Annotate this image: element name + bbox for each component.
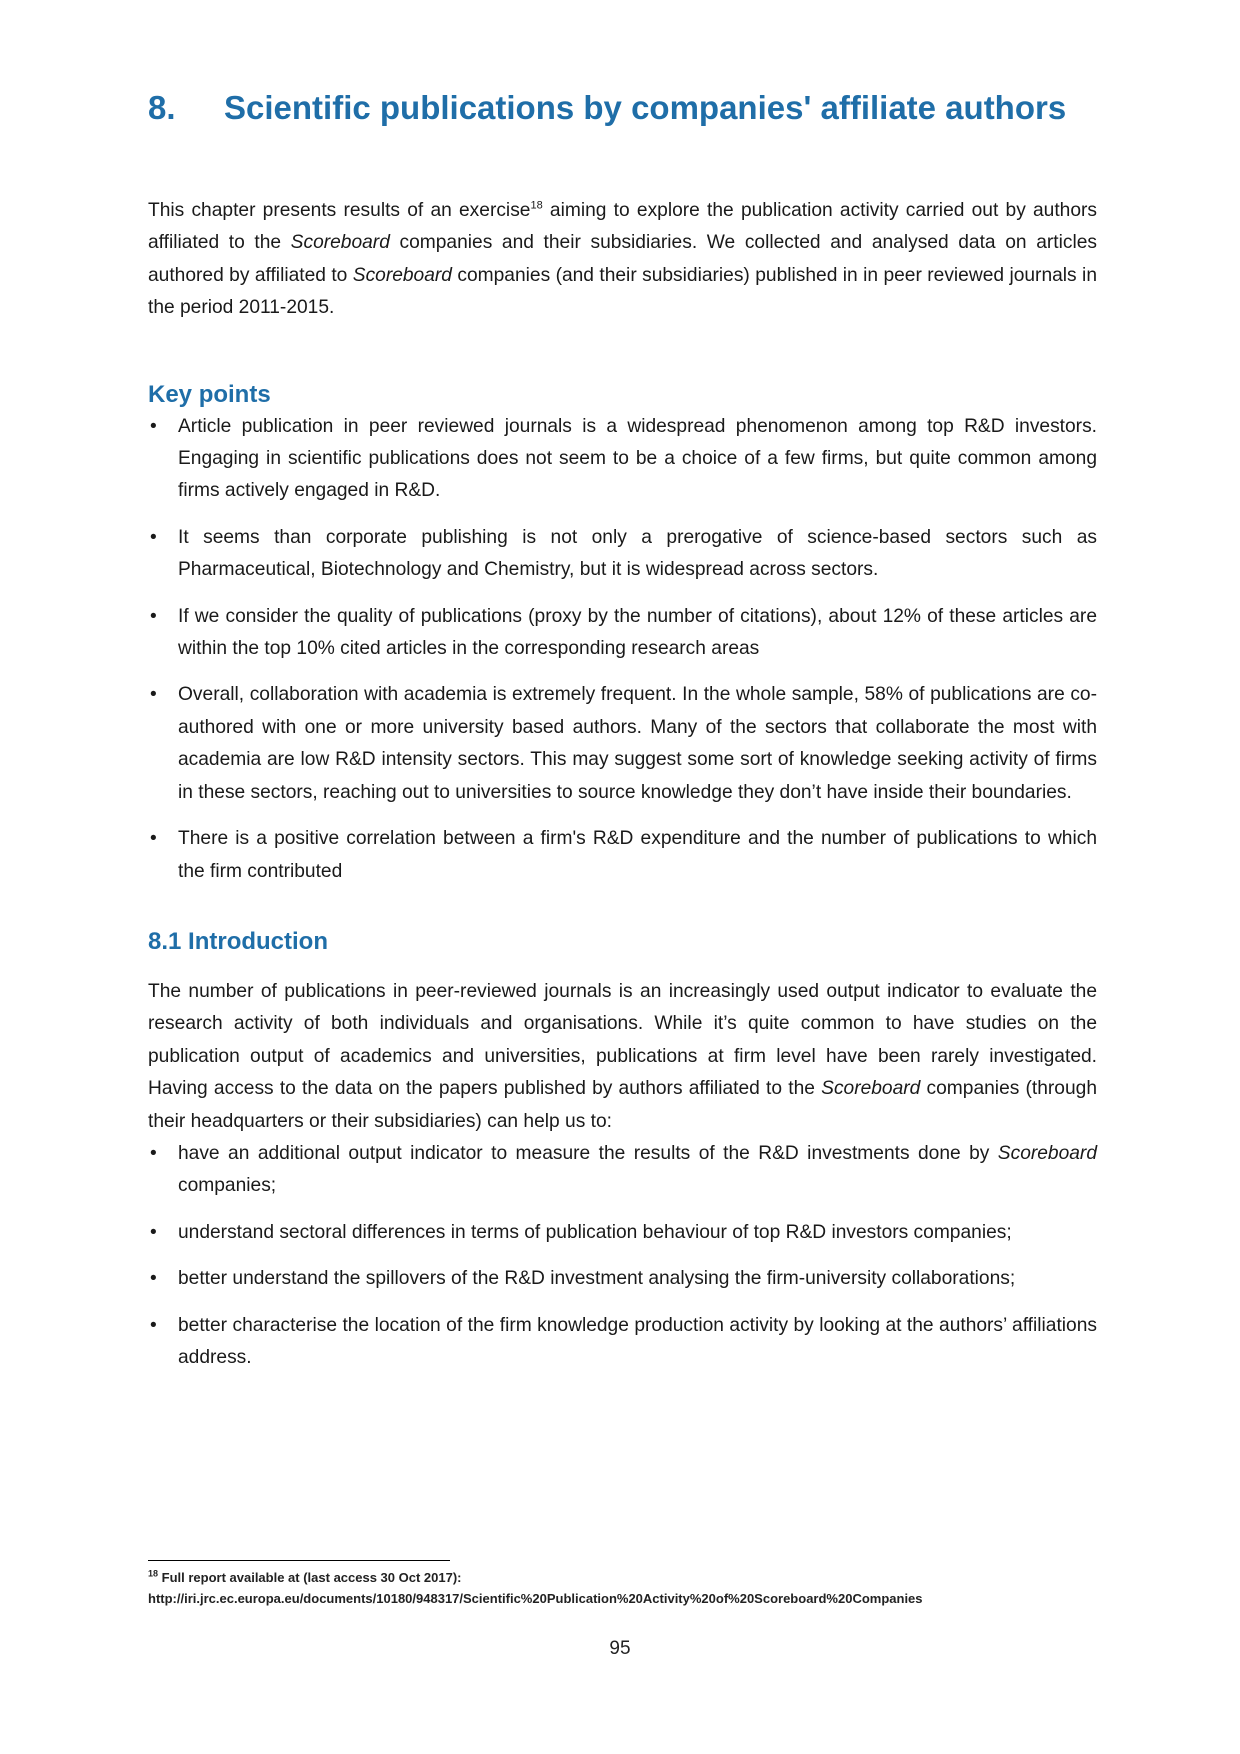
list-item-text: have an additional output indicator to measure the results of the R&D investments done by [178, 1142, 998, 1164]
list-item [148, 601, 1097, 666]
list-item [148, 1217, 1097, 1249]
bullet-icon: • [150, 1142, 157, 1164]
intro-emphasis-1: Scoreboard [290, 232, 390, 254]
introduction-text-1: The number of publications in peer-reviewed journals is an increasingly used output indicator to evaluate the research activity of both individuals and organisations. While it’s quite common to have studies on the publication output of academics and universities, publications at firm level have been rarely investigated. Having access to the data on the papers published by authors affiliated to the [148, 980, 1097, 1100]
bullet-icon: • [150, 828, 157, 850]
page-number: 95 [609, 1638, 631, 1659]
footnote [148, 1567, 923, 1609]
introduction-text-2: companies (through their headquarters or their subsidiaries) can help us to: [148, 1078, 1097, 1132]
key-points-list [148, 411, 1097, 888]
bullet-icon: • [150, 1221, 157, 1243]
footnote-text: Full report available at (last access 30 Oct 2017): [158, 1570, 462, 1585]
list-item [148, 1310, 1097, 1375]
key-point-text: Article publication in peer reviewed journals is a widespread phenomenon among top R&D investors. Engaging in scientific publications does not seem to be a choice of a few firms, but quite common among firms actively engaged in R&D. [178, 415, 1097, 502]
list-item-emphasis: Scoreboard [997, 1142, 1097, 1164]
list-item [148, 1138, 1097, 1203]
bullet-icon: • [150, 684, 157, 706]
key-point-text: Overall, collaboration with academia is extremely frequent. In the whole sample, 58% of publications are co-authored with one or more university based authors. Many of the sectors that collaborate the most with academia are low R&D intensity sectors. This may suggest some sort of knowledge seeking activity of firms in these sectors, reaching out to universities to source knowledge they don’t have inside their boundaries. [178, 684, 1097, 803]
chapter-title [148, 86, 1097, 130]
list-item-text: better understand the spillovers of the R&D investment analysing the firm-university collaborations; [178, 1268, 1016, 1290]
introduction-heading: 8.1 Introduction [148, 927, 328, 955]
list-item [148, 679, 1097, 809]
key-point-text: It seems than corporate publishing is not only a prerogative of science-based sectors such as Pharmaceutical, Biotechnology and Chemistry, but it is widespread across sectors. [178, 526, 1097, 581]
list-item [148, 411, 1097, 508]
introduction-list [148, 1138, 1097, 1374]
bullet-icon: • [150, 526, 157, 548]
footnote-marker: 18 [148, 1568, 159, 1579]
bullet-icon: • [150, 1314, 157, 1336]
introduction-paragraph [148, 976, 1097, 1138]
footnote-url[interactable]: http://iri.jrc.ec.europa.eu/documents/10180/948317/Scientific%20Publication%20Activity%20of%20Scoreboard%20Companies [148, 1591, 923, 1606]
list-item-text: companies; [178, 1175, 277, 1197]
footnote-divider [148, 1560, 450, 1561]
list-item [148, 522, 1097, 587]
intro-text-4: companies (and their subsidiaries) published in in peer reviewed journals in the period 2011-2015. [148, 264, 1097, 319]
list-item-text: understand sectoral differences in terms of publication behaviour of top R&D investors companies; [178, 1221, 1012, 1243]
footnote-reference[interactable]: 18 [530, 199, 543, 212]
key-point-text: If we consider the quality of publications (proxy by the number of citations), about 12% of these articles are within the top 10% cited articles in the corresponding research areas [178, 605, 1097, 660]
chapter-number: 8. [148, 89, 176, 126]
introduction-emphasis: Scoreboard [821, 1078, 921, 1100]
bullet-icon: • [150, 415, 157, 437]
list-item [148, 823, 1097, 888]
intro-text-1: This chapter presents results of an exercise [148, 200, 531, 221]
chapter-title-text: Scientific publications by companies' affiliate authors [224, 89, 1067, 126]
intro-paragraph [148, 195, 1097, 325]
bullet-icon: • [150, 1268, 157, 1290]
list-item [148, 1263, 1097, 1295]
bullet-icon: • [150, 605, 157, 627]
intro-text-3: companies and their subsidiaries. We collected and analysed data on articles authored by affiliated to [148, 232, 1097, 286]
key-point-text: There is a positive correlation between a firm's R&D expenditure and the number of publications to which the firm contributed [178, 828, 1097, 882]
intro-emphasis-2: Scoreboard [352, 264, 452, 286]
list-item-text: better characterise the location of the firm knowledge production activity by looking at the authors’ affiliations address. [178, 1314, 1097, 1368]
footnote-line-1 [148, 1567, 923, 1588]
key-points-heading: Key points [148, 380, 271, 408]
page-content [148, 86, 1097, 1388]
intro-text-2: aiming to explore the publication activity carried out by authors affiliated to the [148, 200, 1097, 254]
